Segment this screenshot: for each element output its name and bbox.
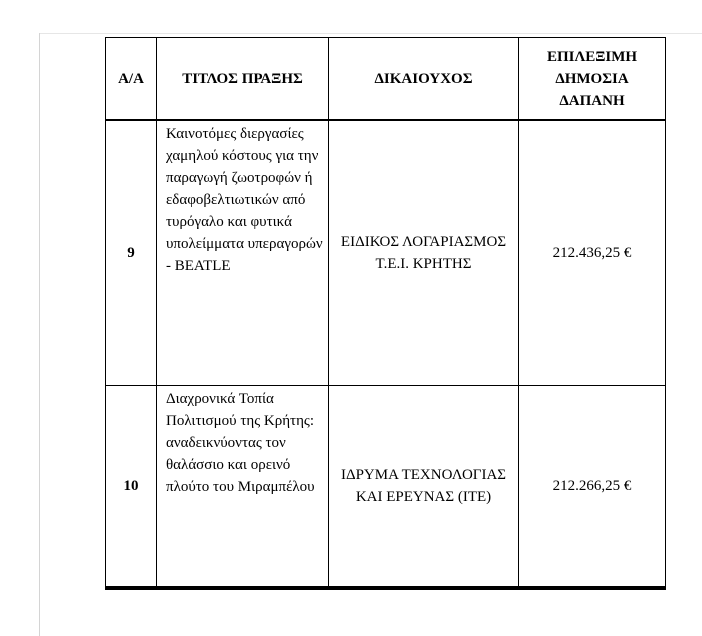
header-beneficiary: ΔΙΚΑΙΟΥΧΟΣ [329, 38, 519, 121]
header-row [106, 38, 666, 121]
header-cost: ΕΠΙΛΕΞΙΜΗ ΔΗΜΟΣΙΑ ΔΑΠΑΝΗ [519, 38, 666, 121]
row-cost: 212.266,25 € [519, 386, 666, 589]
row-cost: 212.436,25 € [519, 120, 666, 386]
row-title: Καινοτόμες διεργασίες χαμηλού κόστους για την παραγωγή ζωοτροφών ή εδαφοβελτιωτικών από τυρόγαλο και φυτικά υπολείμματα υπεραγορών - BEATLE [157, 120, 329, 386]
row-aa: 10 [106, 386, 157, 589]
header-title: ΤΙΤΛΟΣ ΠΡΑΞΗΣ [157, 38, 329, 121]
page-top-border [39, 33, 702, 34]
row-beneficiary: ΙΔΡΥΜΑ ΤΕΧΝΟΛΟΓΙΑΣ ΚΑΙ ΕΡΕΥΝΑΣ (ΙΤΕ) [329, 386, 519, 589]
table-row [106, 120, 666, 386]
projects-table [105, 37, 666, 590]
header-aa: Α/Α [106, 38, 157, 121]
row-title: Διαχρονικά Τοπία Πολιτισμού της Κρήτης: αναδεικνύοντας τον θαλάσσιο και ορεινό πλούτο του Μιραμπέλου [157, 386, 329, 589]
page-left-border [39, 33, 40, 636]
row-aa: 9 [106, 120, 157, 386]
table-row [106, 386, 666, 589]
row-beneficiary: ΕΙΔΙΚΟΣ ΛΟΓΑΡΙΑΣΜΟΣ Τ.Ε.Ι. ΚΡΗΤΗΣ [329, 120, 519, 386]
